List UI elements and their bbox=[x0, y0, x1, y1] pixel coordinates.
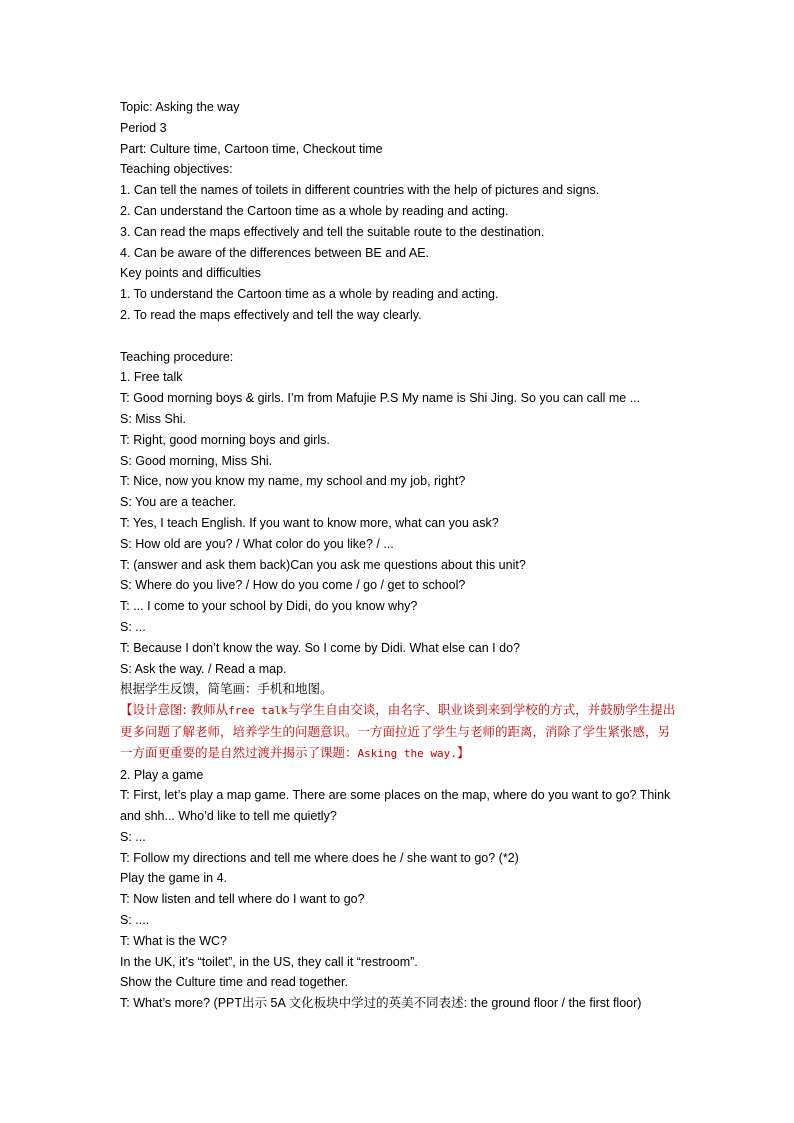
dialog-line: T: ... I come to your school by Didi, do you know why? bbox=[120, 599, 418, 614]
lesson-plan-document bbox=[120, 97, 682, 1014]
objective-item: 3. Can read the maps effectively and tell the suitable route to the destination. bbox=[120, 224, 545, 239]
objective-item: 4. Can be aware of the differences between BE and AE. bbox=[120, 245, 430, 260]
part-line: Part: Culture time, Cartoon time, Checkout time bbox=[120, 141, 383, 156]
design-intent-topic: Asking the way. bbox=[357, 746, 457, 760]
dialog-line: S: ... bbox=[120, 829, 146, 844]
dialog-line: S: .... bbox=[120, 913, 150, 928]
period-line: Period 3 bbox=[120, 120, 167, 135]
dialog-line: S: Miss Shi. bbox=[120, 411, 186, 426]
topic-line: Topic: Asking the way bbox=[120, 100, 240, 114]
dialog-line: T: Because I don’t know the way. So I come by Didi. What else can I do? bbox=[120, 640, 520, 655]
dialog-line: T: (answer and ask them back)Can you ask me questions about this unit? bbox=[120, 557, 526, 572]
feedback-note: 根据学生反馈，简笔画：手机和地图。 bbox=[120, 681, 333, 697]
dialog-line: S: How old are you? / What color do you like? / ... bbox=[120, 536, 394, 551]
dialog-line: S: ... bbox=[120, 619, 146, 634]
dialog-line: S: Ask the way. / Read a map. bbox=[120, 661, 287, 676]
procedure-title: Teaching procedure: bbox=[120, 349, 234, 364]
dialog-line: T: Right, good morning boys and girls. bbox=[120, 432, 330, 447]
design-intent-suffix: 】 bbox=[456, 744, 470, 760]
keypoint-item: 2. To read the maps effectively and tell the way clearly. bbox=[120, 307, 422, 322]
spacer bbox=[120, 326, 682, 347]
dialog-line: Play the game in 4. bbox=[120, 871, 228, 886]
dialog-line: T: Now listen and tell where do I want to go? bbox=[120, 892, 365, 907]
dialog-line: T: Follow my directions and tell me where does he / she want to go? (*2) bbox=[120, 850, 519, 865]
dialog-line: T: Yes, I teach English. If you want to know more, what can you ask? bbox=[120, 515, 499, 530]
dialog-line: T: What is the WC? bbox=[120, 933, 227, 948]
objective-item: 1. Can tell the names of toilets in different countries with the help of pictures and signs. bbox=[120, 183, 600, 198]
design-intent-body: 与学生自由交谈，由名字、职业谈到来到学校的方式，并鼓励学生提出更多问题了解老师，培养学生的问题意识。一方面拉近了学生与老师的距离，消除了学生紧张感，另一方面更重要的是自然过渡并揭示了课题： bbox=[120, 702, 676, 760]
design-intent-free-talk: free talk bbox=[228, 704, 288, 718]
keypoints-title: Key points and difficulties bbox=[120, 266, 261, 281]
objectives-title: Teaching objectives: bbox=[120, 162, 233, 177]
dialog-line: T: What’s more? (PPT出示 5A 文化板块中学过的英美不同表述: the ground floor / the first floor) bbox=[120, 996, 642, 1011]
dialog-line: S: Where do you live? / How do you come / go / get to school? bbox=[120, 578, 466, 593]
dialog-line: S: You are a teacher. bbox=[120, 495, 237, 510]
dialog-line: Show the Culture time and read together. bbox=[120, 975, 348, 990]
objective-item: 2. Can understand the Cartoon time as a whole by reading and acting. bbox=[120, 203, 509, 218]
design-intent-note bbox=[120, 700, 682, 764]
design-intent-prefix: 【设计意图: 教师从 bbox=[120, 702, 229, 718]
dialog-line: T: First, let’s play a map game. There are some places on the map, where do you want to go? Think and shh... Who’d like to tell me quietly? bbox=[120, 788, 671, 824]
dialog-line: T: Nice, now you know my name, my school and my job, right? bbox=[120, 474, 466, 489]
dialog-line: S: Good morning, Miss Shi. bbox=[120, 453, 273, 468]
dialog-line: T: Good morning boys & girls. I’m from Mafujie P.S My name is Shi Jing. So you can call me ... bbox=[120, 391, 641, 406]
step-heading: 2. Play a game bbox=[120, 767, 204, 782]
dialog-line: In the UK, it’s “toilet”, in the US, they call it “restroom”. bbox=[120, 954, 418, 969]
keypoint-item: 1. To understand the Cartoon time as a whole by reading and acting. bbox=[120, 287, 499, 302]
step-heading: 1. Free talk bbox=[120, 370, 183, 385]
